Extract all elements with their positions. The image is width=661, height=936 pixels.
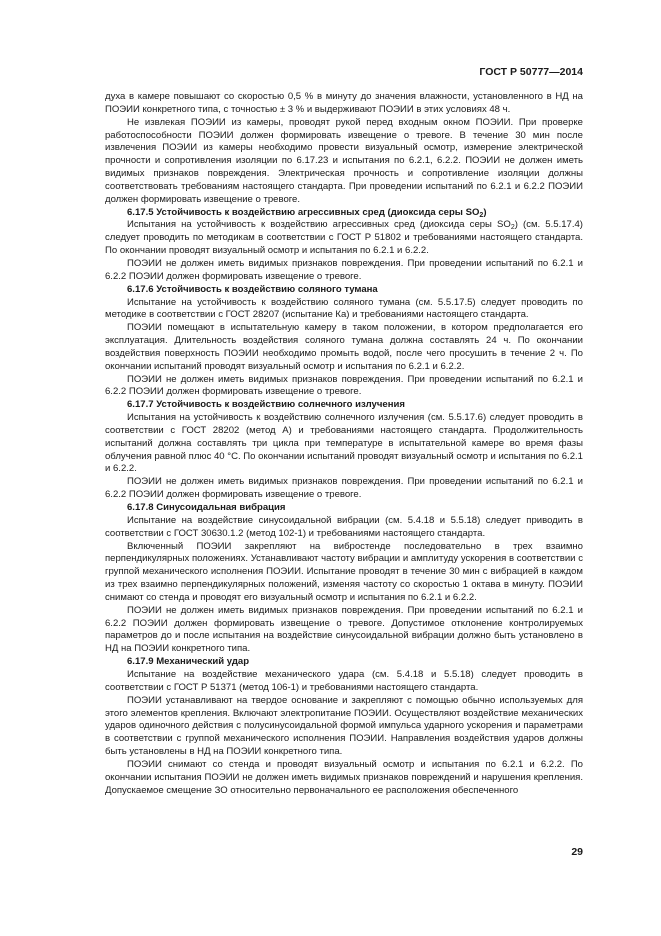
paragraph: Испытание на устойчивость к воздействию соляного тумана (см. 5.5.17.5) следует проводить по методике в соответствии с ГОСТ 28207 (испытание Ка) и требованиями настоящего стандарта.	[105, 296, 583, 321]
section-heading-6-17-5	[105, 207, 583, 220]
paragraph: Испытание на воздействие механического удара (см. 5.4.18 и 5.5.18) следует проводить в соответствии с ГОСТ Р 51371 (метод 106-1) и требованиями настоящего стандарта.	[105, 668, 583, 693]
heading-text: 6.17.5 Устойчивость к воздействию агрессивных сред (диоксида серы SO	[127, 206, 480, 218]
page-number: 29	[571, 846, 583, 858]
paragraph: ПОЭИИ не должен иметь видимых признаков повреждения. При проведении испытаний по 6.2.1 и 6.2.2 ПОЭИИ должен формировать извещение о тревоге.	[105, 373, 583, 398]
paragraph	[105, 219, 583, 258]
paragraph-text: ) (см. 5.5.17.4) следует проводить по методикам в соответствии с ГОСТ Р 51802 и требованиями настоящего стандарта. По окончании проводят визуальный осмотр и испытания по 6.2.1 и 6.2.2.	[105, 219, 583, 257]
page-body	[105, 91, 583, 797]
paragraph: ПОЭИИ помещают в испытательную камеру в таком положении, в котором предполагается его эксплуатация. Длительность воздействия соляного тумана должна составлять 24 ч. По окончании воздействия поверхность ПОЭИИ необходимо промыть водой, после чего просушить в течение 2 ч. По окончании испытаний проводят визуальный осмотр и испытания по 6.2.1 и 6.2.2.	[105, 322, 583, 372]
paragraph: ПОЭИИ не должен иметь видимых признаков повреждения. При проведении испытаний по 6.2.1 и 6.2.2 ПОЭИИ должен формировать извещение о тревоге.	[105, 476, 583, 501]
section-heading-6-17-9: 6.17.9 Механический удар	[127, 656, 250, 668]
paragraph: Испытание на воздействие синусоидальной вибрации (см. 5.4.18 и 5.5.18) следует приводить в соответствии с ГОСТ 30630.1.2 (метод 102-1) и требованиями настоящего стандарта.	[105, 514, 583, 539]
paragraph: Испытания на устойчивость к воздействию солнечного излучения (см. 5.5.17.6) следует проводить в соответствии с ГОСТ 28202 (метод А) и требованиями настоящего стандарта. Продолжительность испытаний должна составлять три цикла при температуре в испытательной камере во время фазы облучения равной плюс 40 °С. По окончании испытаний проводят визуальный осмотр и испытания по 6.2.1 и 6.2.2.	[105, 412, 583, 475]
subscript: 2	[479, 211, 484, 219]
section-heading-6-17-6: 6.17.6 Устойчивость к воздействию соляного тумана	[127, 283, 378, 295]
paragraph: ПОЭИИ устанавливают на твердое основание и закрепляют с помощью обычно используемых для этого элементов крепления. Включают электропитание ПОЭИИ. Осуществляют воздействие механических ударов одиночного действия с полусинусоидальной формой импульса ударного ускорения и параметрами в соответствии с группой механического исполнения ПОЭИИ. Направления воздействия ударов должны быть установлены в НД на ПОЭИИ конкретного типа.	[105, 694, 583, 758]
paragraph: ПОЭИИ не должен иметь видимых признаков повреждения. При проведении испытаний по 6.2.1 и 6.2.2 ПОЭИИ должен формировать извещение о тревоге.	[105, 257, 583, 282]
subscript: 2	[510, 224, 515, 232]
document-code: ГОСТ Р 50777—2014	[479, 66, 583, 78]
paragraph: Включенный ПОЭИИ закрепляют на вибростенде последовательно в трех взаимно перпендикулярных положениях. Устанавливают частоту вибрации и амплитуду ускорения в соответствии с группой механического исполнения ПОЭИИ. Испытание проводят в течение 30 мин с вибрацией в каждом из трех взаимно перпендикулярных положений, изменяя частоту со скоростью 1 октава в минуту. ПОЭИИ снимают со стенда и проводят его визуальный осмотр и испытания по 6.2.1 и 6.2.2.	[105, 540, 583, 603]
paragraph: духа в камере повышают со скоростью 0,5 % в минуту до значения влажности, установленного в НД на ПОЭИИ конкретного типа, с точностью ± 3 % и выдерживают ПОЭИИ в этих условиях 48 ч.	[105, 91, 583, 115]
paragraph: ПОЭИИ снимают со стенда и проводят визуальный осмотр и испытания по 6.2.1 и 6.2.2. По окончании испытания ПОЭИИ не должен иметь видимых признаков повреждений и нарушения крепления. Допускаемое смещение ЗО относительно первоначального ее расположения обеспеченного	[105, 758, 583, 796]
paragraph: ПОЭИИ не должен иметь видимых признаков повреждения. При проведении испытаний по 6.2.1 и 6.2.2 ПОЭИИ должен формировать извещение о тревоге. Допустимое отклонение контролируемых параметров до и после испытания на воздействие синусоидальной вибрации должно быть установлено в НД на ПОЭИИ конкретного типа.	[105, 604, 583, 655]
paragraph-text: Испытания на устойчивость к воздействию агрессивных сред (диоксида серы SO	[127, 219, 511, 231]
heading-text: )	[483, 206, 487, 218]
paragraph: Не извлекая ПОЭИИ из камеры, проводят рукой перед входным окном ПОЭИИ. При проверке работоспособности ПОЭИИ должен формировать извещение о тревоге. В течение 30 мин после извлечения ПОЭИИ из камеры необходимо провести визуальный осмотр, измерение электрической прочности и сопротивления изоляции по 6.17.23 и испытания по 6.2.1, 6.2.2. ПОЭИИ не должен иметь видимых признаков повреждения. Электрическая прочность и сопротивление изоляции должны соответствовать требованиям настоящего стандарта. При проведении испытаний по 6.2.1 и 6.2.2 ПОЭИИ должен формировать извещение о тревоге.	[105, 116, 583, 205]
section-heading-6-17-8: 6.17.8 Синусоидальная вибрация	[127, 502, 286, 513]
section-heading-6-17-7: 6.17.7 Устойчивость к воздействию солнечного излучения	[127, 399, 405, 411]
